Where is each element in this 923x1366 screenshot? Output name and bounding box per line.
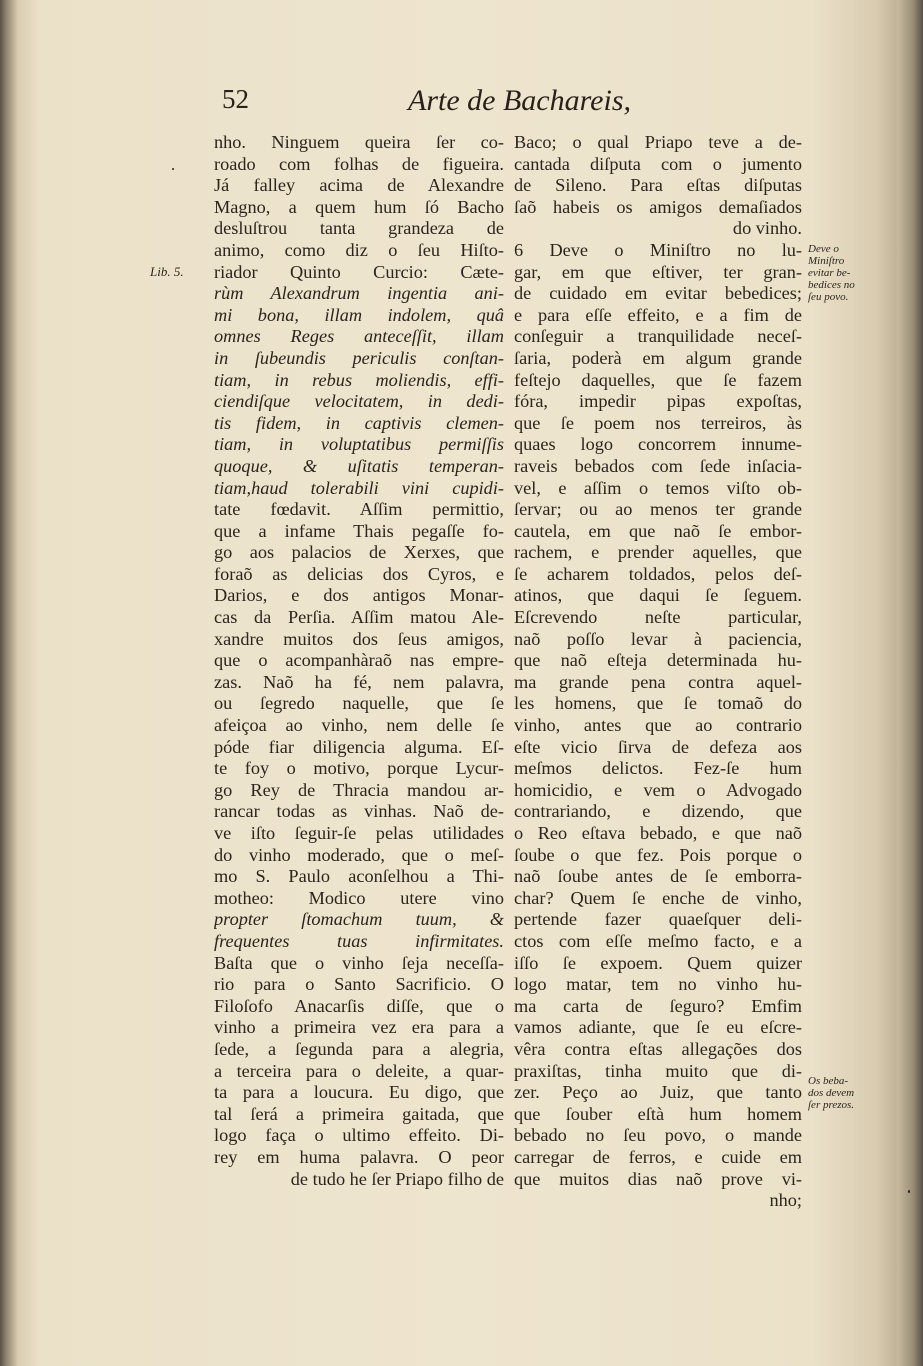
right-column-line: contrariando, e dizendo, que <box>514 801 802 822</box>
right-column-line: Baco; o qual Priapo teve a de- <box>514 132 802 152</box>
right-column-line: iſſo ſe expoem. Quem quizer <box>514 952 802 973</box>
left-column-line: mi bona, illam indolem, quâ <box>214 304 504 325</box>
right-column-line: ſaria, poderà em algum grande <box>514 347 802 368</box>
left-column-line: go Rey de Thracia mandou ar- <box>214 779 504 800</box>
left-column-line: frequentes tuas infirmitates. <box>214 930 504 951</box>
right-column-line: naõ ſoube antes de ſe emborra- <box>514 866 802 887</box>
right-column-line: de Sileno. Para eſtas diſputas <box>514 175 802 196</box>
right-column-line: fóra, impedir pipas expoſtas, <box>514 391 802 412</box>
right-column-line: nho; <box>769 1190 802 1211</box>
right-column-line: que naõ eſteja determinada hu- <box>514 650 802 671</box>
right-column-line: que ſe poem nos terreiros, às <box>514 412 802 433</box>
left-column-line: Magno, a quem hum ſó Bacho <box>214 196 504 217</box>
right-column-line: zer. Peço ao Juiz, que tanto <box>514 1082 802 1103</box>
right-column-line: raveis bebados com ſede inſacia- <box>514 455 802 476</box>
left-column-line: desluſtrou tanta grandeza de <box>214 218 504 239</box>
right-column-line: homicidio, e vem o Advogado <box>514 779 802 800</box>
right-column-line: rachem, e prender aquelles, que <box>514 542 802 563</box>
left-column-line: xandre muitos dos ſeus amigos, <box>214 628 504 649</box>
right-column-line: char? Quem ſe enche de vinho, <box>514 887 802 908</box>
right-column-line: ſaõ habeis os amigos demaſiados <box>514 196 802 217</box>
right-column-line: logo matar, tem no vinho hu- <box>514 974 802 995</box>
left-text-column <box>214 132 504 1190</box>
margin-note-left: Lib. 5. <box>150 264 184 279</box>
right-column-line: ma carta de ſeguro? Emfim <box>514 995 802 1016</box>
right-column-line: cautela, em que naõ ſe embor- <box>514 520 802 541</box>
left-column-line: nho. Ninguem queira ſer co- <box>214 132 504 152</box>
left-column-line: tate fœdavit. Aſſim permittio, <box>214 499 504 520</box>
left-column-line: a terceira para o deleite, a quar- <box>214 1060 504 1081</box>
page-edge <box>897 0 923 1366</box>
page-number: 52 <box>222 84 249 114</box>
left-column-line: ve iſto ſeguir-ſe pelas utilidades <box>214 823 504 843</box>
left-column-line: motheo: Modico utere vino <box>214 887 504 908</box>
left-column-line: in ſubeundis periculis conſtan- <box>214 347 504 368</box>
left-column-line: quoque, & uſitatis temperan- <box>214 455 504 476</box>
left-column-line: ou ſegredo naquelle, que ſe <box>214 693 504 714</box>
left-column-line: que a infame Thais pegaſſe fo- <box>214 520 504 541</box>
left-column-line: tal ſerá a primeira gaitada, que <box>214 1103 504 1124</box>
right-column-line: vel, e aſſim o temos viſto ob- <box>514 477 802 498</box>
left-column-line: que o acompanhàraõ nas empre- <box>214 650 504 671</box>
right-column-line: meſmos delictos. Fez-ſe hum <box>514 758 802 779</box>
left-column-line: Filoſofo Anacarſis diſſe, que o <box>214 995 504 1016</box>
left-column-line: cas da Perſia. Aſſim matou Ale- <box>214 607 504 628</box>
right-column-line: do vinho. <box>732 218 802 239</box>
left-column-line: mo S. Paulo aconſelhou a Thi- <box>214 866 504 887</box>
right-text-column <box>514 132 802 1212</box>
right-column-line: pertende fazer quaeſquer deli- <box>514 909 802 930</box>
left-column-line: roado com folhas de figueira. <box>214 153 504 174</box>
ink-speck <box>908 1190 910 1193</box>
left-column-line: ta para a loucura. Eu digo, que <box>214 1082 504 1103</box>
margin-note-right-1: Deve o Miniſtro evitar be- bedices no ſeu povo. <box>808 243 855 303</box>
right-column-line: atinos, que daqui ſe ſeguem. <box>514 585 802 606</box>
left-column-line: rey em huma palavra. O peor <box>214 1146 504 1167</box>
right-column-line: vinho, antes que ao contrario <box>514 715 802 736</box>
right-column-line: conſeguir a tranquilidade neceſ- <box>514 326 802 347</box>
right-column-line: ſervar; ou ao menos ter grande <box>514 499 802 520</box>
right-column-line: carregar de ferros, e cuide em <box>514 1146 802 1167</box>
left-column-line: ciendiſque velocitatem, in dedi- <box>214 391 504 412</box>
right-column-line: ſoube o que fez. Pois porque o <box>514 844 802 865</box>
left-column-line: rùm Alexandrum ingentia ani- <box>214 283 504 304</box>
right-column-line: o Reo eſtava bebado, e que naõ <box>514 823 802 843</box>
left-column-line: riador Quinto Curcio: Cæte- <box>214 261 504 282</box>
left-column-line: propter ſtomachum tuum, & <box>214 909 504 930</box>
right-column-line: praxiſtas, tinha muito que di- <box>514 1060 802 1081</box>
right-column-line: les homens, que ſe tomaõ do <box>514 693 802 714</box>
page-header <box>222 84 631 128</box>
left-column-line: zas. Naõ ha fé, nem palavra, <box>214 671 504 692</box>
right-column-line: ctos com eſſe meſmo facto, e a <box>514 930 802 951</box>
right-column-line: 6 Deve o Miniſtro no lu- <box>514 239 802 260</box>
ink-speck <box>172 168 174 170</box>
right-column-line: cantada diſputa com o jumento <box>514 153 802 174</box>
left-column-line: animo, como diz o ſeu Hiſto- <box>214 239 504 260</box>
right-column-line: ſe acharem toldados, pelos deſ- <box>514 563 802 584</box>
left-column-line: logo faça o ultimo effeito. Di- <box>214 1125 504 1146</box>
left-column-line: tiam,haud tolerabili vini cupidi- <box>214 477 504 498</box>
right-column-line: bebado no ſeu povo, o mande <box>514 1125 802 1146</box>
right-column-line: ma grande pena contra aquel- <box>514 671 802 692</box>
left-column-line: Já falley acima de Alexandre <box>214 175 504 196</box>
right-column-line: vamos adiante, que ſe eu eſcre- <box>514 1017 802 1038</box>
left-column-line: do vinho moderado, que o meſ- <box>214 844 504 865</box>
left-column-line: omnes Reges anteceſſit, illam <box>214 326 504 347</box>
left-column-line: rio para o Santo Sacrificio. O <box>214 974 504 995</box>
right-column-line: eſte vicio ſirva de defeza aos <box>514 736 802 757</box>
left-column-line: póde fiar diligencia alguma. Eſ- <box>214 736 504 757</box>
left-column-line: te foy o motivo, porque Lycur- <box>214 758 504 779</box>
left-column-line: rancar todas as vinhas. Naõ de- <box>214 801 504 822</box>
right-column-line: feſtejo daquelles, que ſe fazem <box>514 369 802 390</box>
left-column-line: Darios, e dos antigos Monar- <box>214 585 504 606</box>
right-column-line: vêra contra eſtas allegações dos <box>514 1038 802 1059</box>
right-column-line: naõ poſſo levar à paciencia, <box>514 628 802 649</box>
left-column-line: Baſta que o vinho ſeja neceſſa- <box>214 952 504 973</box>
left-column-line: ſede, a ſegunda para a alegria, <box>214 1038 504 1059</box>
running-title: Arte de Bachareis, <box>408 84 631 117</box>
right-column-line: de cuidado em evitar bebedices; <box>514 283 802 304</box>
right-column-line: Eſcrevendo neſte particular, <box>514 607 802 628</box>
left-column-line: foraõ as delicias dos Cyros, e <box>214 563 504 584</box>
left-column-line: vinho a primeira vez era para a <box>214 1017 504 1038</box>
left-column-line: go aos palacios de Xerxes, que <box>214 542 504 563</box>
right-column-line: que ſouber eſtà hum homem <box>514 1103 802 1124</box>
right-column-line: que muitos dias naõ prove vi- <box>514 1168 802 1189</box>
right-column-line: e para eſſe effeito, e a fim de <box>514 304 802 325</box>
left-column-line: tiam, in voluptatibus permiſſis <box>214 434 504 455</box>
right-column-line: gar, em que eſtiver, ter gran- <box>514 261 802 282</box>
right-column-line: quaes logo concorrem innume- <box>514 434 802 455</box>
left-column-line: de tudo he ſer Priapo filho de <box>290 1168 504 1189</box>
margin-note-right-2: Os beba- dos devem ſer prezos. <box>808 1075 855 1111</box>
left-column-line: tis fidem, in captivis clemen- <box>214 412 504 433</box>
left-column-line: tiam, in rebus moliendis, effi- <box>214 369 504 390</box>
left-column-line: afeiçoa ao vinho, nem delle ſe <box>214 715 504 736</box>
